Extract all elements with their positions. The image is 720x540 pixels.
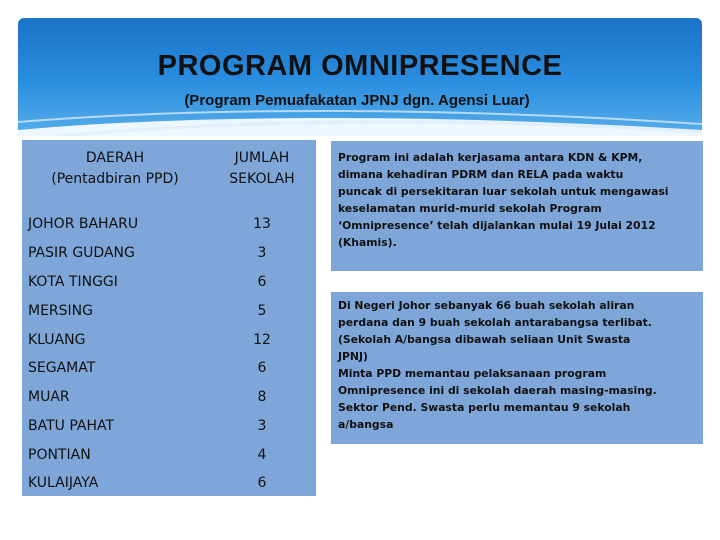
district-name: KLUANG xyxy=(28,332,86,348)
school-count: 6 xyxy=(257,475,267,491)
table-row xyxy=(22,418,316,444)
table-row xyxy=(22,303,316,329)
column-header-daerah: DAERAH (Pentadbiran PPD) xyxy=(51,150,179,187)
table-row xyxy=(22,274,316,300)
district-name: SEGAMAT xyxy=(28,360,96,376)
table-row xyxy=(22,360,316,386)
school-count: 13 xyxy=(253,216,271,232)
district-name: JOHOR BAHARU xyxy=(28,216,139,232)
school-count: 8 xyxy=(257,389,267,405)
page-title: PROGRAM OMNIPRESENCE xyxy=(157,50,563,82)
district-name: KULAIJAYA xyxy=(28,475,99,491)
school-count: 5 xyxy=(257,303,267,319)
school-count: 3 xyxy=(257,418,267,434)
table-row xyxy=(22,475,316,501)
school-count: 6 xyxy=(257,360,267,376)
program-description-box: Program ini adalah kerjasama antara KDN & KPM, dimana kehadiran PDRM dan RELA pada waktu puncak di persekitaran luar sekolah untuk mengawasi keselamatan murid-murid sekolah Program ‘Omnipresence’ telah dijalankan mulai 19 Julai 2012 (Khamis). xyxy=(331,141,703,271)
school-count: 3 xyxy=(257,245,267,261)
table-row xyxy=(22,389,316,415)
district-name: PASIR GUDANG xyxy=(28,245,135,261)
district-name: BATU PAHAT xyxy=(28,418,115,434)
table-row xyxy=(22,332,316,358)
school-count: 12 xyxy=(253,332,271,348)
district-name: PONTIAN xyxy=(28,447,91,463)
district-name: MUAR xyxy=(28,389,70,405)
district-name: MERSING xyxy=(28,303,93,319)
school-count: 6 xyxy=(257,274,267,290)
page-subtitle: (Program Pemuafakatan JPNJ dgn. Agensi Luar) xyxy=(184,92,530,109)
table-row xyxy=(22,216,316,242)
district-name: KOTA TINGGI xyxy=(28,274,118,290)
table-row xyxy=(22,245,316,271)
school-count: 4 xyxy=(257,447,267,463)
table-row xyxy=(22,447,316,473)
column-header-jumlah: JUMLAH SEKOLAH xyxy=(229,150,295,187)
district-table xyxy=(22,140,316,496)
johor-summary-box: Di Negeri Johor sebanyak 66 buah sekolah aliran perdana dan 9 buah sekolah antarabangsa terlibat. (Sekolah A/bangsa dibawah seliaan Unit Swasta JPNJ) Minta PPD memantau pelaksanaan program Omnipresence ini di sekolah daerah masing-masing. Sektor Pend. Swasta perlu memantau 9 sekolah a/bangsa xyxy=(331,292,703,444)
